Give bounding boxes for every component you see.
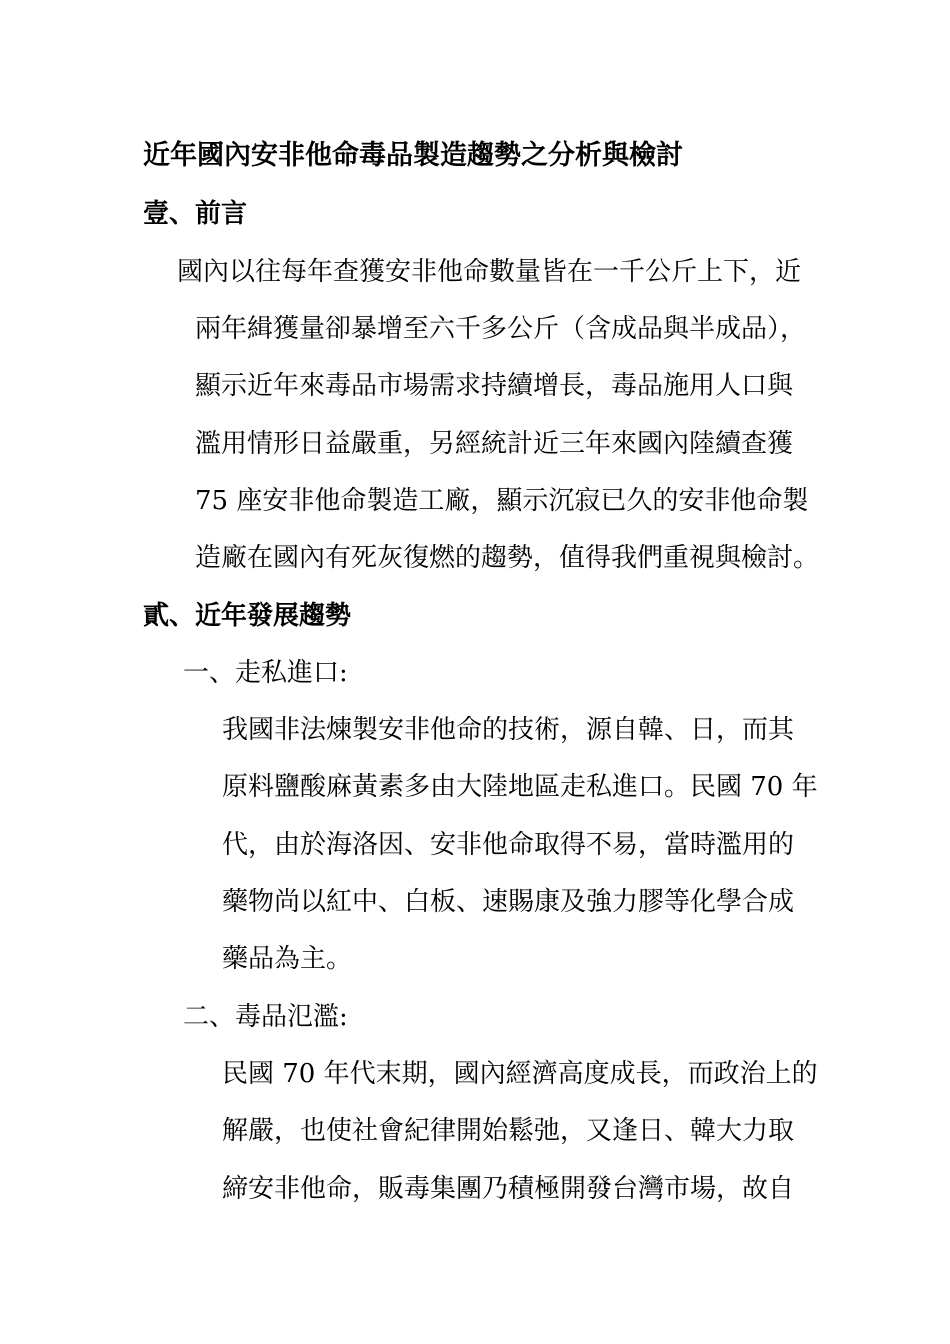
section-heading-trends: 貳、近年發展趨勢: [143, 601, 352, 631]
paragraph-line: 濫用情形日益嚴重，另經統計近三年來國內陸續查獲: [195, 429, 794, 459]
subsection-heading-proliferation: 二、毒品氾濫:: [183, 1002, 348, 1032]
paragraph-line: 解嚴，也使社會紀律開始鬆弛，又逢日、韓大力取: [222, 1116, 795, 1146]
paragraph-line: 我國非法煉製安非他命的技術，源自韓、日，而其: [222, 715, 795, 745]
section-heading-intro: 壹、前言: [143, 199, 248, 229]
paragraph-line: 代，由於海洛因、安非他命取得不易，當時濫用的: [222, 830, 795, 860]
paragraph-line: 造廠在國內有死灰復燃的趨勢，值得我們重視與檢討。: [195, 543, 820, 573]
paragraph-line: 藥物尚以紅中、白板、速賜康及強力膠等化學合成: [222, 887, 795, 917]
paragraph-line: 75 座安非他命製造工廠，顯示沉寂已久的安非他命製: [195, 486, 809, 516]
paragraph-line: 顯示近年來毒品市場需求持續增長，毒品施用人口與: [195, 371, 794, 401]
subsection-heading-smuggling: 一、走私進口:: [183, 658, 348, 688]
paragraph-line: 締安非他命，販毒集團乃積極開發台灣市場，故自: [222, 1174, 795, 1204]
document-title: 近年國內安非他命毒品製造趨勢之分析與檢討: [143, 140, 683, 171]
paragraph-line: 民國 70 年代末期，國內經濟高度成長，而政治上的: [222, 1059, 818, 1089]
paragraph-line: 藥品為主。: [222, 944, 353, 974]
paragraph-line: 國內以往每年查獲安非他命數量皆在一千公斤上下，近: [177, 257, 802, 287]
paragraph-line: 原料鹽酸麻黃素多由大陸地區走私進口。民國 70 年: [222, 772, 818, 802]
paragraph-line: 兩年緝獲量卻暴增至六千多公斤（含成品與半成品），: [195, 314, 807, 344]
